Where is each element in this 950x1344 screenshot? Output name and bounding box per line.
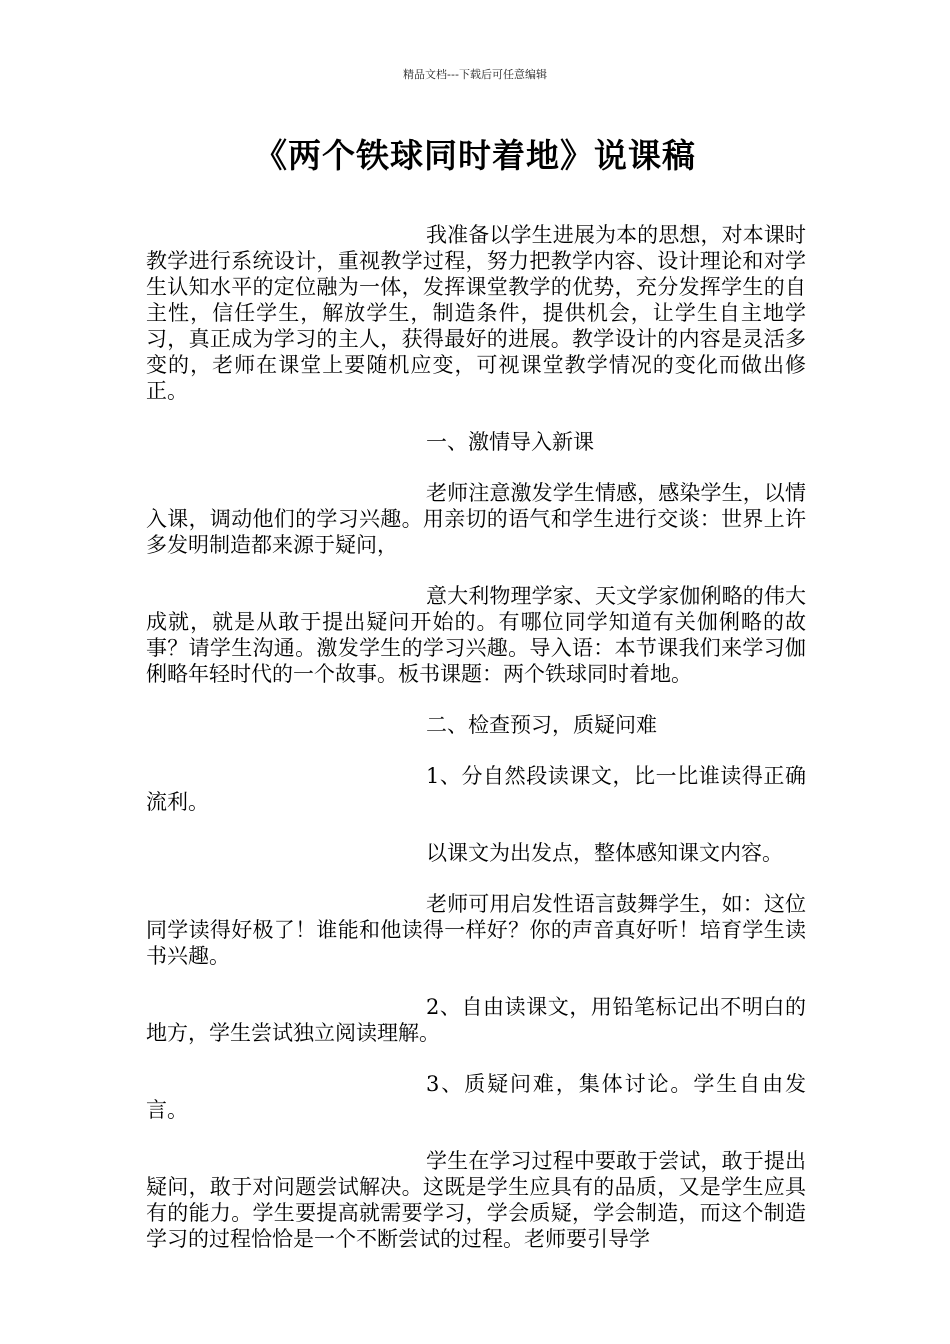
list-item: 3、质疑问难，集体讨论。学生自由发言。	[146, 1072, 806, 1122]
list-item: 2、自由读课文，用铅笔标记出不明白的地方，学生尝试独立阅读理解。	[146, 995, 806, 1045]
paragraph: 学生在学习过程中要敢于尝试，敢于提出疑问，敢于对问题尝试解决。这既是学生应具有的品质，又是学生应具有的能力。学生要提高就需要学习，学会质疑，学会制造，而这个制造学习的过程恰恰是一个不断尝试的过程。老师要引导学	[146, 1149, 806, 1251]
section-heading-2: 二、检查预习，质疑问难	[426, 713, 657, 737]
document-body	[146, 222, 806, 1277]
paragraph-intro: 我准备以学生进展为本的思想，对本课时教学进行系统设计，重视教学过程，努力把教学内容、设计理论和对学生认知水平的定位融为一体，发挥课堂教学的优势，充分发挥学生的自主性，信任学生，解放学生，制造条件，提供机会，让学生自主地学习，真正成为学习的主人，获得最好的进展。教学设计的内容是灵活多变的，老师在课堂上要随机应变，可视课堂教学情况的变化而做出修正。	[146, 223, 806, 403]
page-header: 精品文档---下载后可任意编辑	[403, 68, 547, 81]
document-title: 《两个铁球同时着地》说课稿	[254, 136, 696, 175]
paragraph: 以课文为出发点，整体感知课文内容。	[426, 841, 783, 865]
paragraph: 意大利物理学家、天文学家伽俐略的伟大成就，就是从敢于提出疑问开始的。有哪位同学知道有关伽俐略的故事？请学生沟通。激发学生的学习兴趣。导入语：本节课我们来学习伽俐略年轻时代的一个故事。板书课题：两个铁球同时着地。	[146, 584, 806, 686]
paragraph: 老师可用启发性语言鼓舞学生，如：这位同学读得好极了！谁能和他读得一样好？你的声音真好听！培育学生读书兴趣。	[146, 892, 806, 968]
paragraph: 老师注意激发学生情感，感染学生，以情入课，调动他们的学习兴趣。用亲切的语气和学生进行交谈：世界上许多发明制造都来源于疑问，	[146, 481, 806, 557]
list-item: 1、分自然段读课文，比一比谁读得正确流利。	[146, 764, 806, 814]
section-heading-1: 一、激情导入新课	[426, 430, 594, 454]
